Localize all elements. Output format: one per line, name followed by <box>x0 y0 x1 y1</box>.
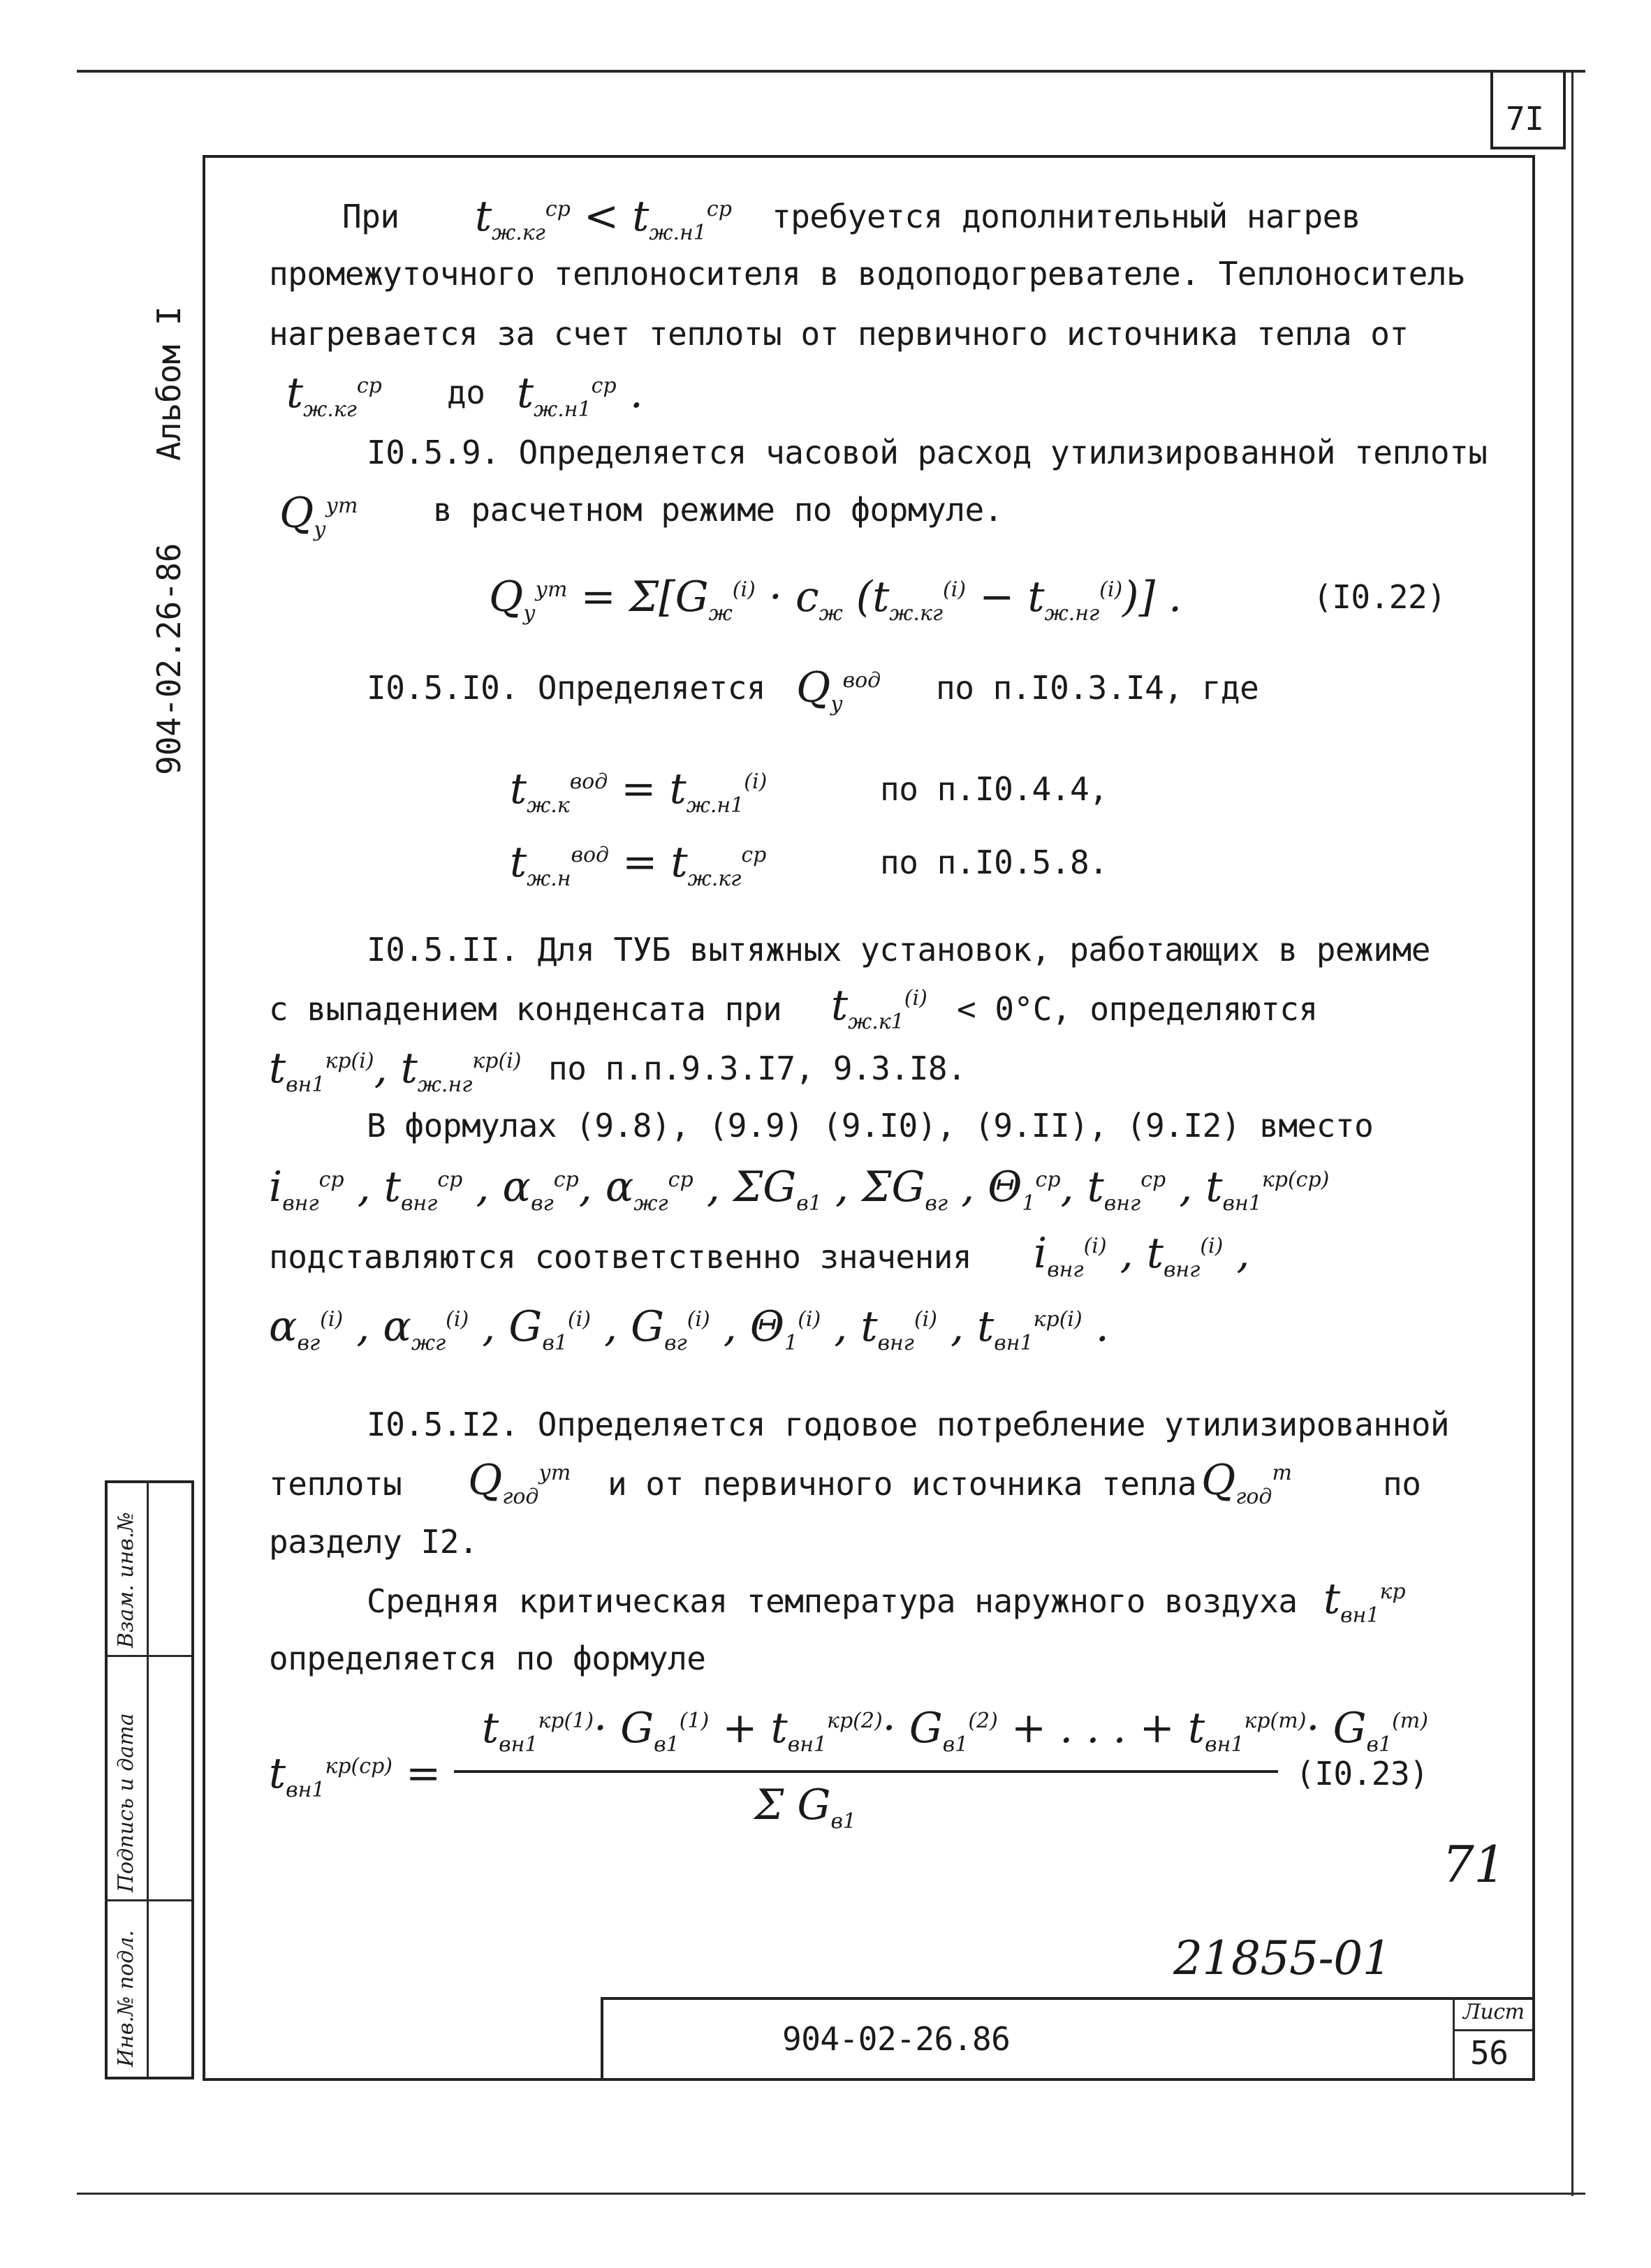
formula-Qy-ut: $Q_у^{ут}$ <box>279 489 358 542</box>
formula-t-vod-k: $t_{ж.к}^{вод} = t_{ж.н1}^{(i)}$ <box>510 765 768 818</box>
bottom-rule <box>77 2193 1585 2195</box>
s10512-line2-post: по <box>1383 1465 1421 1503</box>
eq-10-22: (I0.22) <box>1313 578 1446 616</box>
formula-t-kg: $t_{ж.кг}^{ср}$ <box>286 369 382 422</box>
stamp-signature-label: Подпись и дата <box>114 1713 138 1892</box>
s10512-line3: разделу I2. <box>269 1523 478 1561</box>
top-rule <box>77 70 1585 73</box>
list-label: Лист <box>1463 2000 1525 2024</box>
s1059-line1: I0.5.9. Определяется часовой расход утилизированной теплоты <box>367 434 1488 471</box>
formula-t-kg-lt-t-n1: $t_{ж.кг}^{ср} < t_{ж.н1}^{ср}$ <box>475 192 732 245</box>
list-cell-divider <box>1453 2029 1532 2031</box>
p1-post: требуется дополнительный нагрев <box>772 198 1361 235</box>
stamp-inventory-label: Инв.№ подл. <box>114 1930 138 2067</box>
stamp-substitute-label: Взам. инв.№ <box>114 1512 138 1648</box>
formula-subst-2: $\alpha_{вг}^{(i)}$ , $\alpha_{жг}^{(i)}$ , $G_{в1}^{(i)}$ , $G_{вг}^{(i)}$ , $\Theta_1^{(i)}$ , $t_{внг}^{(i)}$ , $t_{вн1}^{кр(i)}$ . <box>269 1302 1109 1355</box>
s10512-line1: I0.5.I2. Определяется годовое потребление утилизированной <box>367 1406 1450 1443</box>
formula-10-22: $Q_у^{ут} = \Sigma[G_ж^{(i)} \cdot c_ж$ $(t_{ж.кг}^{(i)} - t_{ж.нг}^{(i)})$] . <box>489 573 1182 626</box>
s10510-pre: I0.5.I0. Определяется <box>367 669 766 707</box>
list-number: 56 <box>1470 2034 1509 2072</box>
s10511-line1: I0.5.II. Для ТУБ вытяжных установок, работающих в режиме <box>367 931 1430 969</box>
handwritten-sheet-number: 71 <box>1442 1835 1506 1894</box>
fraction-bar <box>454 1770 1278 1773</box>
title-block <box>601 1997 1535 2081</box>
s10511-line2-post: < 0°C, определяются <box>957 990 1318 1028</box>
crit-line2: определяется по формуле <box>269 1640 706 1677</box>
formula-10-23-numerator: $t_{вн1}^{кр(1)}\cdot G_{в1}^{(1)} + t_{вн1}^{кр(2)}\cdot G_{в1}^{(2)}$ + . . . + $t_{вн1}^{кр(m)}\cdot G_{в1}^{(m)}$ <box>482 1704 1428 1757</box>
sheet-number-top: 7I <box>1506 100 1544 138</box>
formula-10-23-denominator: Σ $G_{в1}$ <box>754 1781 856 1834</box>
s10511-line2-pre: с выпадением конденсата при <box>269 990 782 1028</box>
s10510-post: по п.I0.3.I4, где <box>936 669 1259 707</box>
ref-10-5-8: по п.I0.5.8. <box>880 844 1108 881</box>
stamp-divider <box>147 1480 149 2077</box>
side-code-label: 904-02.26-86 <box>150 543 188 775</box>
formula-Q-god-t: $Q_{год}^т$ <box>1201 1456 1292 1509</box>
s10512-line2-mid: и от первичного источника тепла <box>608 1465 1197 1503</box>
s10511-line3: по п.п.9.3.I7, 9.3.I8. <box>548 1050 967 1087</box>
formulas-line: В формулах (9.8), (9.9) (9.I0), (9.II), (9.I2) вместо <box>367 1107 1374 1144</box>
right-rule <box>1571 70 1573 2196</box>
subst-line: подставляются соответственно значения <box>269 1238 972 1276</box>
formula-t-vn1-kr: $t_{вн1}^{кр(i)}$, $t_{ж.нг}^{кр(i)}$ <box>269 1044 522 1097</box>
ref-10-4-4: по п.I0.4.4, <box>880 770 1108 808</box>
side-album-label: Альбом I <box>150 306 188 461</box>
crit-line1: Средняя критическая температура наружного воздуха <box>367 1582 1298 1620</box>
p1-line4-mid: до <box>447 374 485 411</box>
doc-code: 904-02-26.86 <box>782 2020 1011 2058</box>
p1-line2: промежуточного теплоносителя в водоподогревателе. Теплоноситель <box>269 255 1466 293</box>
formula-t-vod-n: $t_{ж.н}^{вод} = t_{ж.кг}^{ср}$ <box>510 838 767 891</box>
stamp-row-1 <box>105 1655 191 1657</box>
formula-Qy-vod: $Q_у^{вод}$ <box>796 663 881 716</box>
p1-pre: При <box>342 198 399 235</box>
handwritten-code: 21855-01 <box>1173 1931 1392 1985</box>
formula-t-vn1-kr-short: $t_{вн1}^{кр}$ <box>1323 1575 1406 1628</box>
formula-t-n1: $t_{ж.н1}^{ср}$ . <box>517 369 643 422</box>
s10512-line2-pre: теплоты <box>269 1465 402 1503</box>
formula-10-23-lhs: $t_{вн1}^{кр(ср)}$ = <box>269 1749 441 1802</box>
s1059-line2: в расчетном режиме по формуле. <box>433 491 1003 529</box>
eq-10-23: (I0.23) <box>1296 1755 1429 1792</box>
formula-subst-1: $i_{внг}^{(i)}$ , $t_{внг}^{(i)}$ , <box>1034 1229 1250 1282</box>
stamp-row-2 <box>105 1899 191 1901</box>
formula-Q-god-ut: $Q_{год}^{ут}$ <box>468 1456 571 1509</box>
p1-line3: нагревается за счет теплоты от первичного источника тепла от <box>269 315 1409 353</box>
formula-t-k1: $t_{ж.к1}^{(i)}$ <box>831 981 927 1034</box>
formula-list-avg: $i_{внг}^{ср}$ , $t_{внг}^{ср}$ , $\alpha_{вг}^{ср}$, $\alpha_{жг}^{ср}$ , $\Sigma G_{в1}$ , $\Sigma G_{вг}$ , $\Theta_1^{ср}$, $t_{внг}^{ср}$ , $t_{вн1}^{кр(ср)}$ <box>269 1163 1330 1216</box>
title-block-divider <box>1453 1997 1455 2078</box>
